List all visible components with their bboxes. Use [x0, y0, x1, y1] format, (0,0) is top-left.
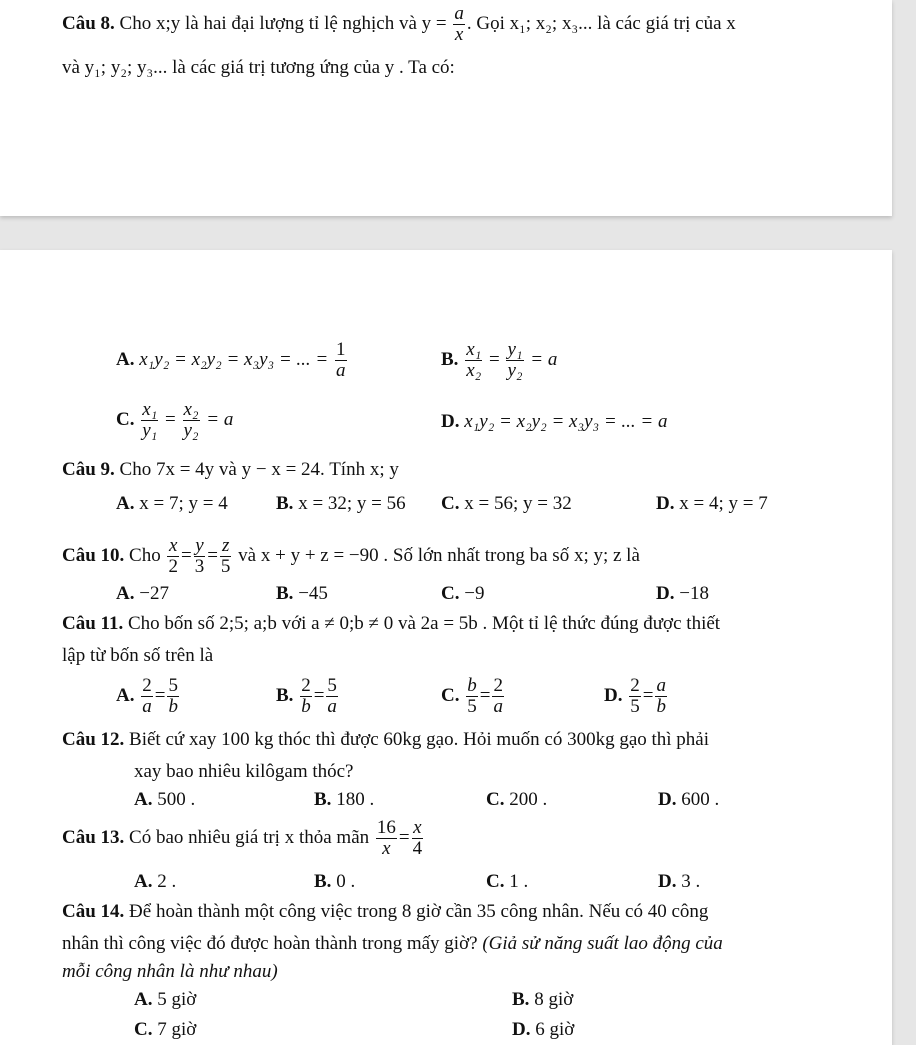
- q12-option-a[interactable]: A. 500 .: [134, 789, 196, 810]
- q9-option-a[interactable]: A. x = 7; y = 4: [116, 493, 228, 514]
- q13-question: Câu 13. Có bao nhiêu giá trị x thỏa mãn $\frac{16}{x}$ = $\frac{x}{4}$: [62, 817, 423, 859]
- q11-option-d[interactable]: D. $\frac{2}{5}$ = $\frac{a}{b}$: [604, 675, 666, 717]
- q8-option-d[interactable]: D. x₁y₂ = x₂y₂ = x₃y₃ = ... = a: [441, 411, 668, 432]
- q14-option-a[interactable]: A. 5 giờ: [134, 989, 197, 1010]
- q13-option-c[interactable]: C. 1 .: [486, 871, 529, 892]
- q9-question: Câu 9. Cho 7x = 4y và y − x = 24. Tính x; y: [62, 459, 399, 480]
- q10-option-d[interactable]: D. −18: [656, 583, 709, 604]
- q12-line-1: Câu 12. Biết cứ xay 100 kg thóc thì được 60kg gạo. Hỏi muốn có 300kg gạo thì phải: [62, 729, 710, 750]
- q14-line-1: Câu 14. Để hoàn thành một công việc trong 8 giờ cần 35 công nhân. Nếu có 40 công: [62, 901, 709, 922]
- q9-option-d[interactable]: D. x = 4; y = 7: [656, 493, 768, 514]
- q11-line-2: lập từ bốn số trên là: [62, 645, 214, 666]
- q13-option-d[interactable]: D. 3 .: [658, 871, 701, 892]
- q10-option-c[interactable]: C. −9: [441, 583, 485, 604]
- q14-option-c[interactable]: C. 7 giờ: [134, 1019, 197, 1040]
- q10-option-a[interactable]: A. −27: [116, 583, 169, 604]
- page-2: [0, 250, 892, 1045]
- q8-option-a[interactable]: A. x₁y₂ = x₂y₂ = x₃y₃ = ... = $\frac{1}{a}$: [116, 339, 346, 381]
- q9-option-c[interactable]: C. x = 56; y = 32: [441, 493, 572, 514]
- q13-option-b[interactable]: B. 0 .: [314, 871, 356, 892]
- q14-line-2: nhân thì công việc đó được hoàn thành trong mấy giờ? (Giả sử năng suất lao động của: [62, 933, 723, 954]
- q8-text-2: . Gọi x₁; x₂; x₃... là các giá trị của x: [466, 12, 736, 34]
- q10-question: Câu 10. Cho $\frac{x}{2}$ = $\frac{y}{3}$ = $\frac{z}{5}$ và x + y + z = −90 . Số lớn nhất trong ba số x; y; z là: [62, 535, 640, 577]
- q12-option-c[interactable]: C. 200 .: [486, 789, 548, 810]
- q14-line-3: mỗi công nhân là như nhau): [62, 961, 278, 982]
- q13-option-a[interactable]: A. 2 .: [134, 871, 177, 892]
- q11-line-1: Câu 11. Cho bốn số 2;5; a;b với a ≠ 0;b ≠ 0 và 2a = 5b . Một tỉ lệ thức đúng được thiết: [62, 613, 721, 634]
- q10-option-b[interactable]: B. −45: [276, 583, 328, 604]
- q12-line-2: xay bao nhiêu kilôgam thóc?: [134, 761, 354, 782]
- q8-text-1: Cho x;y là hai đại lượng tỉ lệ nghịch và y =: [119, 12, 447, 34]
- q9-option-b[interactable]: B. x = 32; y = 56: [276, 493, 406, 514]
- page-1: [0, 0, 892, 216]
- q8-line-1: [62, 4, 736, 45]
- q14-option-b[interactable]: B. 8 giờ: [512, 989, 574, 1010]
- q8-fraction: $\frac{a}{x}$: [454, 3, 464, 45]
- q11-option-b[interactable]: B. $\frac{2}{b}$ = $\frac{5}{a}$: [276, 675, 337, 717]
- q11-option-c[interactable]: C. $\frac{b}{5}$ = $\frac{2}{a}$: [441, 675, 503, 717]
- q12-option-b[interactable]: B. 180 .: [314, 789, 375, 810]
- q11-option-a[interactable]: A. $\frac{2}{a}$ = $\frac{5}{b}$: [116, 675, 178, 717]
- q8-line-2: và y₁; y₂; y₃... là các giá trị tương ứng của y . Ta có:: [62, 57, 455, 78]
- q8-label: Câu 8.: [62, 12, 115, 34]
- q14-option-d[interactable]: D. 6 giờ: [512, 1019, 575, 1040]
- q12-option-d[interactable]: D. 600 .: [658, 789, 720, 810]
- q8-option-c[interactable]: C. $\frac{\text{x₁}}{\text{y₁}}$ = $\frac{\text{x₂}}{\text{y₂}}$ = a: [116, 399, 234, 441]
- q8-option-b[interactable]: B. $\frac{\text{x₁}}{\text{x₂}}$ = $\frac{\text{y₁}}{\text{y₂}}$ = a: [441, 339, 558, 381]
